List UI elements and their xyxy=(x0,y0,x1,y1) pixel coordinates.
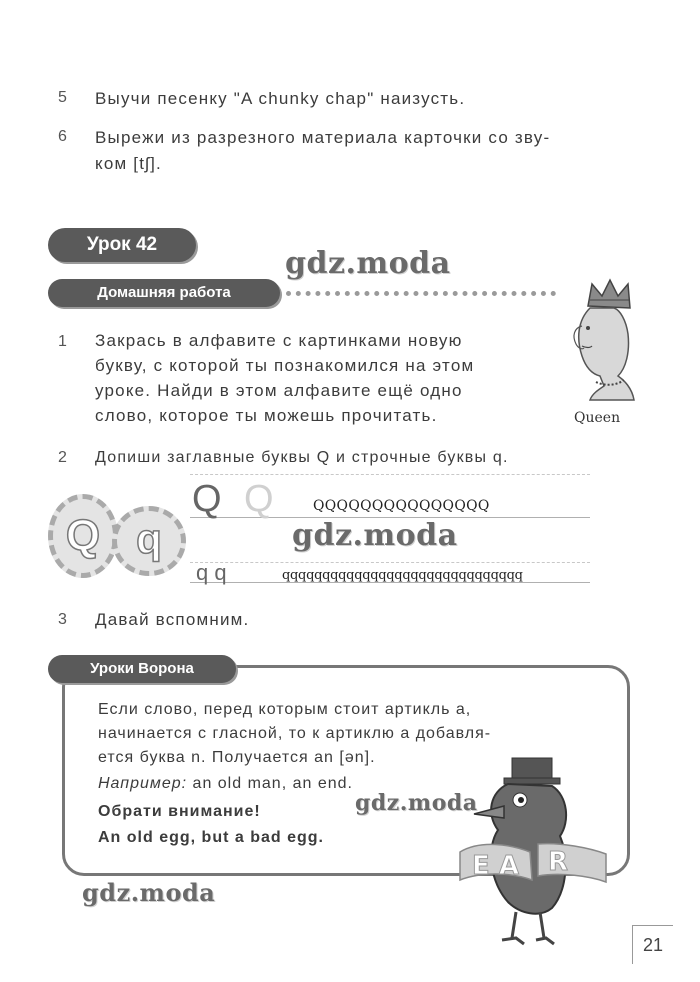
task-1-line: уроке. Найди в этом алфавите ещё одно xyxy=(95,381,463,400)
lower-q-row: qqqqqqqqqqqqqqqqqqqqqqqqqqqqqq xyxy=(282,568,523,583)
raven-note-example: An old egg, but a bad egg. xyxy=(98,829,324,846)
watermark: gdz.moda xyxy=(292,518,458,553)
example-letter-q-lower: q q xyxy=(196,560,227,585)
task-6-line-2: ком [tʃ]. xyxy=(95,154,162,173)
watermark: gdz.moda xyxy=(285,246,451,281)
example-text: an old man, an end. xyxy=(187,775,353,792)
upper-q-row: QQQQQQQQQQQQQQQ xyxy=(313,498,490,514)
raven-lessons-title: Уроки Ворона xyxy=(48,655,236,683)
task-number-5: 5 xyxy=(58,89,67,106)
raven-example xyxy=(98,772,353,796)
task-1-line: слово, которое ты можешь прочитать. xyxy=(95,406,438,425)
raven-illustration xyxy=(420,752,610,952)
task-5-text: Выучи песенку "A chunky chap" наизусть. xyxy=(95,89,466,108)
task-number-2: 2 xyxy=(58,449,67,466)
task-1-line: Закрась в алфавите с картинками новую xyxy=(95,331,463,350)
svg-text:R: R xyxy=(548,847,569,877)
raven-rule-line: начинается с гласной, то к артиклю a добавля- xyxy=(98,725,492,742)
example-label: Например: xyxy=(98,775,188,792)
writing-line xyxy=(190,562,590,563)
task-3-text: Давай вспомним. xyxy=(95,610,250,629)
example-letter-q-upper: Q xyxy=(192,478,240,520)
tracing-letter-q-upper: Q xyxy=(244,478,274,520)
watermark: gdz.moda xyxy=(82,878,216,907)
big-letter-q-lower xyxy=(112,506,186,576)
dotted-divider xyxy=(286,291,556,296)
queen-caption: Queen xyxy=(574,410,621,426)
page-number: 21 xyxy=(632,925,673,964)
homework-label: Домашняя работа xyxy=(48,279,280,307)
big-letter-q-lower-glyph: q xyxy=(136,515,162,562)
big-letter-q-upper xyxy=(48,494,118,578)
task-1-line: букву, с которой ты познакомился на этом xyxy=(95,356,475,375)
raven-rule-line: Если слово, перед которым стоит артикль a, xyxy=(98,701,472,718)
svg-text:E A: E A xyxy=(472,851,519,881)
task-number-3: 3 xyxy=(58,611,67,628)
queen-illustration xyxy=(560,276,650,408)
task-number-6: 6 xyxy=(58,128,67,145)
raven-rule-line: ется буква n. Получается an [ən]. xyxy=(98,749,376,766)
task-2-text: Допиши заглавные буквы Q и строчные буквы q. xyxy=(95,449,509,466)
raven-note: Обрати внимание! xyxy=(98,803,261,820)
task-6-line-1: Вырежи из разрезного материала карточки со зву- xyxy=(95,128,551,147)
big-letter-q-upper-glyph: Q xyxy=(65,511,101,560)
task-number-1: 1 xyxy=(58,333,67,350)
lesson-title: Урок 42 xyxy=(48,228,196,262)
watermark: gdz.moda xyxy=(355,790,478,816)
writing-line xyxy=(190,474,590,475)
